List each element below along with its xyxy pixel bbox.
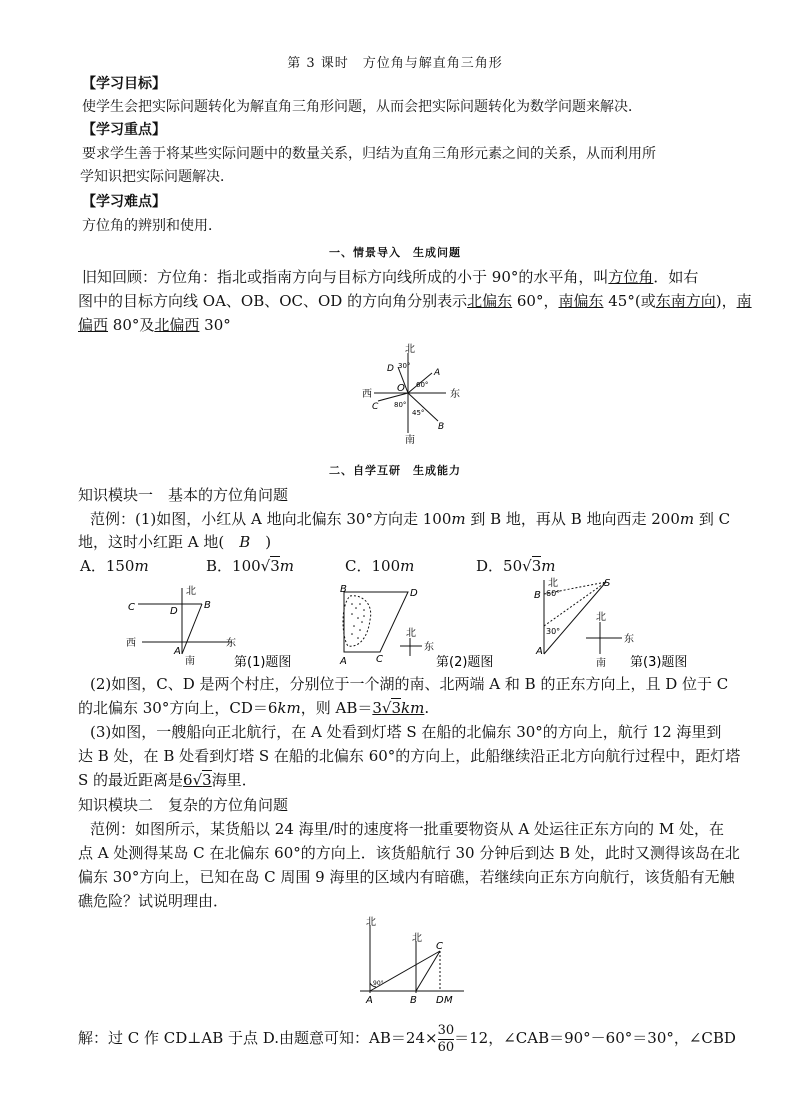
fig1-south: 南 (185, 656, 195, 667)
example-4-line-3: 偏东 30°方向上，已知在岛 C 周围 9 海里的区域内有暗礁，若继续向正东方向航行，该货船有无触 (78, 868, 735, 886)
fig3-angle-60: 60° (546, 589, 561, 598)
compass-east: 东 (450, 389, 460, 400)
answer-blank: 南 (736, 292, 752, 310)
angle-80: 80° (394, 401, 407, 409)
angle-45: 45° (412, 409, 425, 417)
choice-b: B．100√3m (206, 557, 294, 575)
difficulty-text: 方位角的辨别和使用． (82, 218, 222, 234)
example-2-line-2: 的北偏东 30°方向上，CD＝6km，则 AB＝3√3km. (78, 699, 430, 717)
fig4-north-2: 北 (412, 933, 422, 944)
compass-west: 西 (362, 389, 372, 400)
example-3-line-1: (3)如图，一艘船向正北航行，在 A 处看到灯塔 S 在船的北偏东 30°的方向上，航行 12 海里到 (90, 723, 722, 741)
fig2-north: 北 (406, 628, 416, 639)
fig4-north-1: 北 (366, 917, 376, 928)
fig4-c: C (436, 941, 443, 952)
example-4-line-2: 点 A 处测得某岛 C 在北偏东 60°的方向上．该货船航行 30 分钟后到达 B 处，此时又测得该岛在北 (78, 844, 740, 862)
fig4-b: B (410, 995, 417, 1005)
answer-blank: 偏西 (78, 316, 109, 334)
compass-north: 北 (405, 344, 415, 355)
answer-blank: 北偏东 (467, 292, 513, 310)
fig2-d: D (410, 588, 418, 599)
fig1-caption: 第(1)题图 (234, 655, 292, 670)
fig2-b: B (340, 584, 347, 595)
fig2-a: A (340, 656, 347, 667)
fig3-s: S (604, 578, 611, 589)
fig3-north-2: 北 (596, 612, 606, 623)
point-d: D (387, 364, 394, 374)
review-line-2: 图中的目标方向线 OA、OB、OC、OD 的方向角分别表示北偏东 60°，南偏东 45°(或东南方向)，南 (78, 292, 752, 310)
fig1-a: A (174, 646, 181, 657)
point-c: C (372, 402, 379, 412)
fig3-b: B (534, 590, 541, 601)
fig2-caption: 第(2)题图 (436, 655, 494, 670)
difficulty-heading: 【学习难点】 (82, 194, 166, 210)
fig4-a: A (366, 995, 373, 1005)
answer-blank: 方位角 (608, 268, 654, 286)
compass-diagram (360, 343, 470, 445)
example-4-line-1: 范例：如图所示，某货船以 24 海里/时的速度将一批重要物资从 A 处运往正东方向的 M 处，在 (90, 820, 724, 838)
fraction: $\frac{30}{60}$ (437, 1022, 455, 1055)
point-a: A (434, 368, 441, 378)
goal-heading: 【学习目标】 (82, 76, 166, 92)
example-3-line-2: 达 B 处，在 B 处看到灯塔 S 在船的北偏东 60°的方向上，此船继续沿正北方向航行过程中，距灯塔 (78, 747, 741, 765)
fig1-west: 西 (126, 638, 136, 649)
section-1-heading: 一、情景导入 生成问题 (329, 246, 461, 259)
answer-blank: 东南方向 (655, 292, 716, 310)
figure-2 (330, 580, 510, 672)
compass-south: 南 (405, 435, 415, 445)
fig1-east: 东 (226, 638, 236, 649)
key-text-2: 学知识把实际问题解决． (80, 169, 234, 185)
angle-60: 60° (416, 381, 429, 389)
answer-blank: 6√3 (183, 771, 212, 789)
fig4-d: D (436, 995, 444, 1005)
fig1-c: C (128, 602, 135, 613)
module-2-heading: 知识模块二 复杂的方位角问题 (78, 796, 289, 814)
fig1-b: B (204, 600, 211, 611)
solution-line: 解：过 C 作 CD⊥AB 于点 D.由题意可知：AB＝24× $\frac{30}{60}$ ＝12，∠CAB＝90°－60°＝30°，∠CBD (78, 1022, 736, 1055)
section-2-heading: 二、自学互研 生成能力 (329, 464, 461, 477)
choice-a: A．150m (80, 557, 149, 575)
choice-d: D．50√3m (476, 557, 556, 575)
module-1-heading: 知识模块一 基本的方位角问题 (78, 486, 289, 504)
fig3-caption: 第(3)题图 (630, 655, 688, 670)
angle-30: 30° (398, 362, 411, 370)
example-2-line-1: (2)如图，C、D 是两个村庄，分别位于一个湖的南、北两端 A 和 B 的正东方向上，且 D 位于 C (90, 675, 729, 693)
answer-blank: 3√3km (372, 699, 425, 717)
fig2-c: C (376, 654, 383, 665)
example-1-line-2: 地，这时小红距 A 地( B ) (78, 533, 272, 551)
goal-text: 使学生会把实际问题转化为解直角三角形问题，从而会把实际问题转化为数学问题来解决． (82, 99, 642, 115)
answer-blank: 北偏西 (154, 316, 200, 334)
choice-c: C．100m (345, 557, 415, 575)
figure-4 (340, 915, 470, 1005)
fig3-north-1: 北 (548, 578, 558, 589)
fig3-east: 东 (624, 634, 634, 645)
answer-blank: 南偏东 (558, 292, 604, 310)
fig4-angle-90: 90° (373, 980, 384, 987)
fig3-angle-30: 30° (546, 627, 561, 636)
key-text-1: 要求学生善于将某些实际问题中的数量关系，归结为直角三角形元素之间的关系，从而利用所 (82, 146, 656, 162)
example-1-line-1: 范例：(1)如图，小红从 A 地向北偏东 30°方向走 100m 到 B 地，再从 B 地向西走 200m 到 C (90, 510, 731, 528)
fig3-a: A (536, 646, 543, 657)
point-o: O (397, 383, 405, 394)
point-b: B (438, 422, 445, 432)
review-line-3: 偏西 80°及北偏西 30° (78, 316, 231, 334)
fig4-m: M (444, 995, 453, 1005)
fig1-north: 北 (186, 586, 196, 597)
fig3-south: 南 (596, 658, 606, 669)
fig1-d: D (170, 606, 178, 617)
key-heading: 【学习重点】 (82, 122, 166, 138)
figure-3 (530, 574, 710, 672)
example-3-line-3: S 的最近距离是6√3海里． (78, 771, 257, 789)
example-4-line-4: 礁危险？试说明理由． (78, 892, 229, 910)
figure-1 (122, 580, 312, 672)
page-title: 第 3 课时 方位角与解直角三角形 (287, 56, 503, 71)
review-line-1: 旧知回顾：方位角：指北或指南方向与目标方向线所成的小于 90°的水平角，叫方位角．如右 (82, 268, 699, 286)
answer-choice: B (239, 533, 251, 551)
fig2-east: 东 (424, 642, 434, 653)
